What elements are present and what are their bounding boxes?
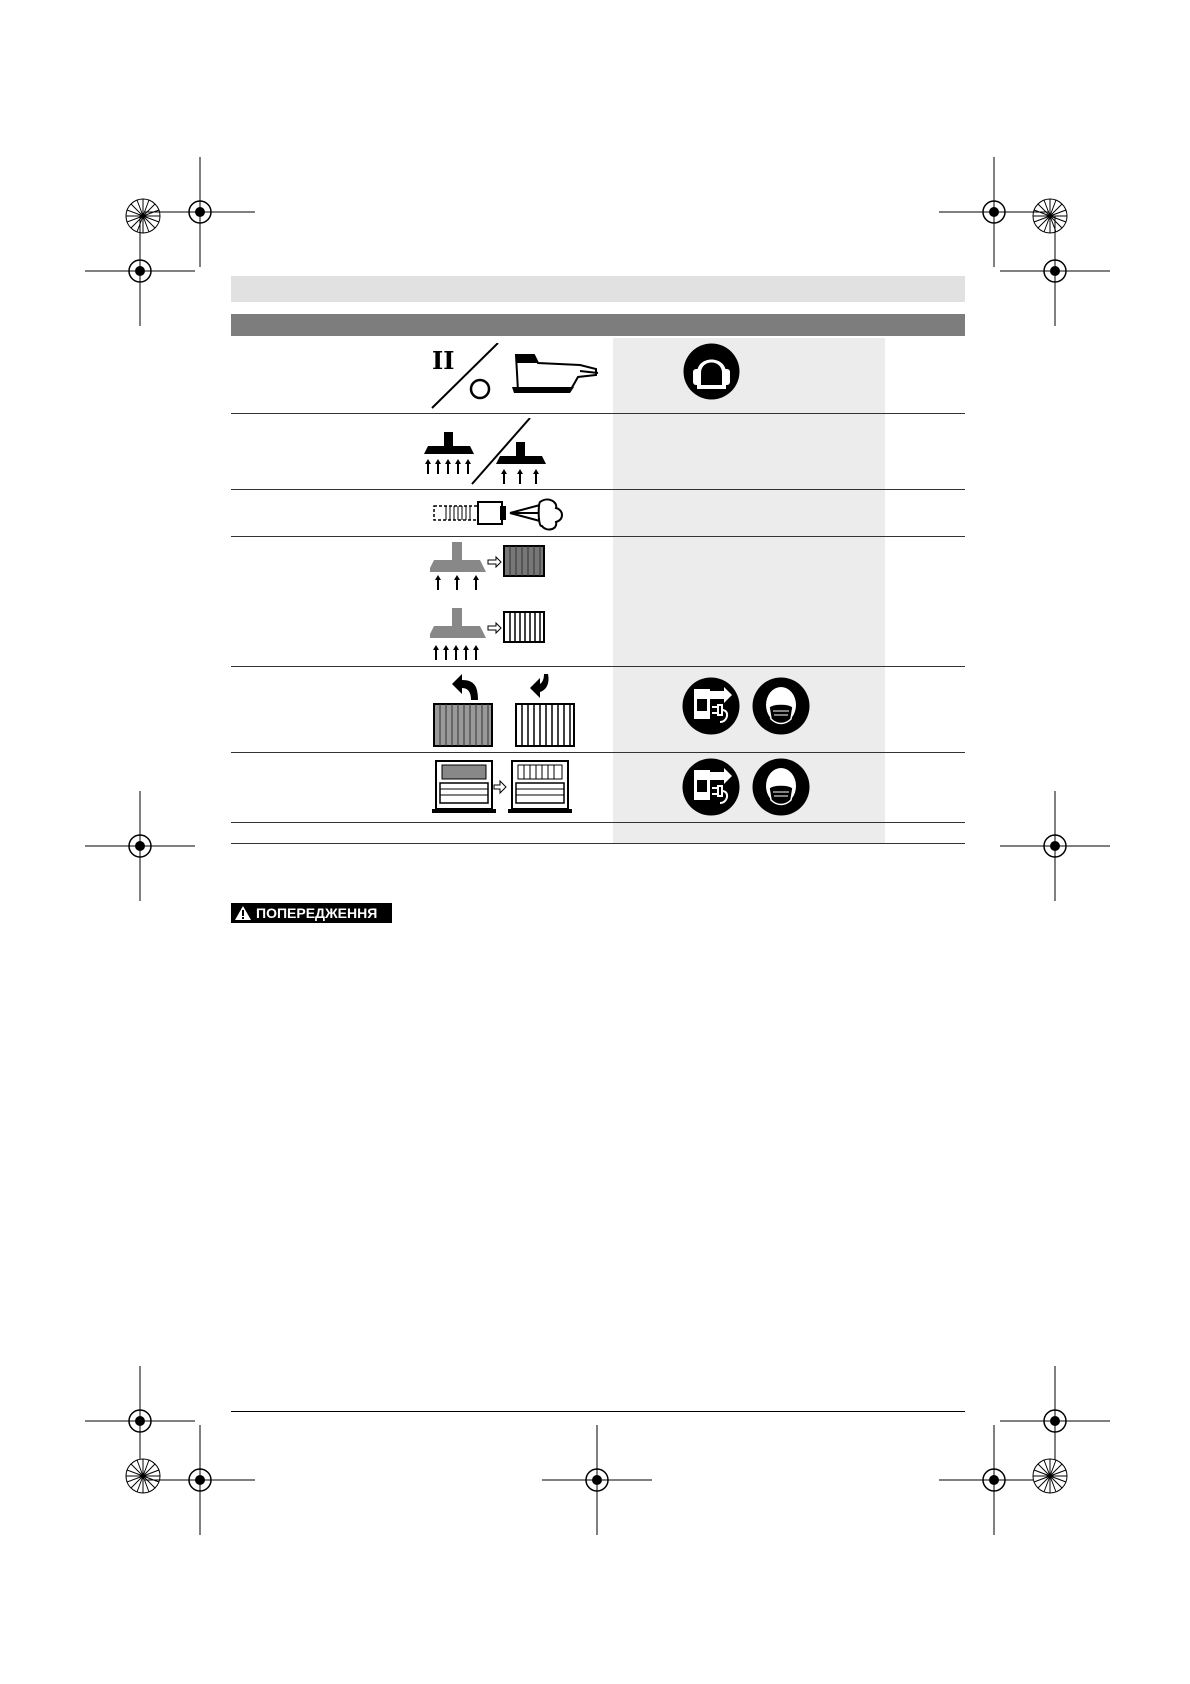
dust-mask-icon xyxy=(752,677,810,735)
row-divider xyxy=(231,489,965,490)
row-divider xyxy=(231,536,965,537)
row-divider xyxy=(231,822,965,823)
dust-mask-icon xyxy=(752,758,810,816)
unplug-icon xyxy=(682,758,740,816)
row-divider xyxy=(231,752,965,753)
hose-blow-out-icon xyxy=(432,496,572,532)
warning-label: ПОПЕРЕДЖЕННЯ xyxy=(256,905,378,921)
warning-badge xyxy=(231,903,392,923)
header-band xyxy=(231,276,965,302)
row-divider xyxy=(231,666,965,667)
warning-triangle-icon xyxy=(235,906,251,920)
filter-replace-icon xyxy=(430,670,578,750)
row-divider xyxy=(231,413,965,414)
protection-class-ii-sander-icon xyxy=(430,343,600,411)
row-divider xyxy=(231,843,965,844)
dust-class-extraction-icon xyxy=(420,418,550,486)
svg-text:II: II xyxy=(432,346,455,375)
table-header-band xyxy=(231,314,965,336)
filter-clogging-icon xyxy=(430,540,560,662)
footer-rule xyxy=(231,1411,965,1412)
unplug-icon xyxy=(682,677,740,735)
ear-protection-icon xyxy=(683,343,740,400)
filter-cassette-replace-icon xyxy=(432,757,572,817)
